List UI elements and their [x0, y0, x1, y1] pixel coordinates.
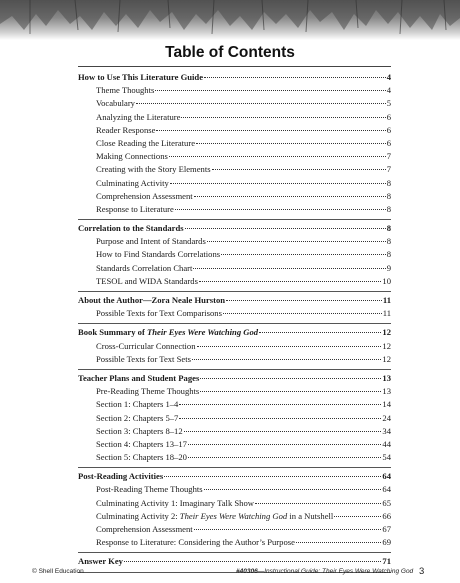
toc-entry[interactable]	[78, 124, 391, 137]
dot-leader	[170, 183, 386, 184]
dot-leader	[194, 529, 382, 530]
dot-leader	[185, 228, 386, 229]
toc-entry-label: Making Connections	[96, 151, 168, 162]
label-text: in a Nutshell	[287, 510, 334, 521]
toc-entry-label: TESOL and WIDA Standards	[96, 275, 198, 286]
dot-leader	[193, 268, 385, 269]
toc-entry[interactable]	[78, 385, 391, 398]
toc-section-heading[interactable]	[78, 470, 391, 483]
toc-page-number: 8	[386, 223, 391, 234]
toc-entry-label: Standards Correlation Chart	[96, 262, 193, 273]
toc-entry[interactable]	[78, 262, 391, 275]
dot-leader	[221, 254, 386, 255]
toc-entry-label	[78, 326, 258, 339]
toc-entry[interactable]	[78, 248, 391, 261]
toc-page-number: 8	[386, 236, 391, 247]
dot-leader	[200, 391, 381, 392]
toc-entry[interactable]	[78, 425, 391, 438]
toc-section-heading[interactable]	[78, 372, 391, 385]
toc-entry[interactable]	[78, 137, 391, 150]
toc-page-number: 11	[382, 295, 391, 305]
page-title: Table of Contents	[165, 44, 295, 61]
toc-page-number: 34	[382, 425, 391, 436]
dot-leader	[192, 359, 381, 360]
dot-leader	[188, 444, 381, 445]
toc-page-number: 64	[382, 484, 391, 495]
dot-leader	[296, 542, 382, 543]
toc-entry-label: How to Find Standards Correlations	[96, 249, 221, 260]
toc-entry-label: Culminating Activity 1: Imaginary Talk Show	[96, 497, 254, 508]
toc-entry-label: Answer Key	[78, 556, 123, 567]
toc-page-number: 54	[382, 452, 391, 463]
label-text: Culminating Activity 2:	[96, 510, 180, 521]
toc-section	[78, 372, 391, 468]
toc-entry-label: Comprehension Assessment	[96, 190, 193, 201]
toc-section-heading[interactable]	[78, 294, 391, 307]
header-banner	[0, 0, 460, 40]
toc-entry[interactable]	[78, 536, 391, 549]
toc-entry-label: Post-Reading Theme Thoughts	[96, 484, 203, 495]
dot-leader	[196, 143, 386, 144]
toc-entry-label: Vocabulary	[96, 98, 135, 109]
toc-section-heading[interactable]	[78, 222, 391, 235]
toc-page-number: 7	[386, 164, 391, 175]
dot-leader	[194, 196, 386, 197]
toc-entry-label: Cross-Curricular Connection	[96, 340, 196, 351]
page-number: 3	[419, 566, 425, 577]
toc-page-number: 4	[386, 72, 391, 82]
toc-entry-label: Section 2: Chapters 5–7	[96, 412, 179, 423]
toc-entry[interactable]	[78, 398, 391, 411]
toc-page-number: 44	[382, 438, 391, 449]
toc-entry[interactable]	[78, 451, 391, 464]
dot-leader	[175, 209, 386, 210]
book-title-italic: Their Eyes Were Watching God	[179, 510, 288, 521]
toc-entry-label: Response to Literature	[96, 203, 174, 214]
toc-entry[interactable]	[78, 190, 391, 203]
table-of-contents	[78, 70, 391, 575]
toc-section-heading[interactable]	[78, 71, 391, 84]
toc-page-number: 66	[382, 510, 391, 521]
toc-entry-label: Creating with the Story Elements	[96, 164, 211, 175]
dot-leader	[204, 489, 382, 490]
toc-page-number: 65	[382, 497, 391, 508]
toc-entry[interactable]	[78, 203, 391, 216]
toc-entry-label: Correlation to the Standards	[78, 223, 184, 234]
toc-page-number: 4	[386, 85, 391, 96]
dot-leader	[199, 281, 381, 282]
toc-entry[interactable]	[78, 275, 391, 288]
toc-entry[interactable]	[78, 412, 391, 425]
toc-entry[interactable]	[78, 340, 391, 353]
dot-leader	[124, 561, 381, 562]
dot-leader	[181, 117, 385, 118]
toc-entry-label: Culminating Activity	[96, 177, 169, 188]
toc-entry-label: Post-Reading Activities	[78, 471, 164, 482]
toc-page-number: 71	[382, 556, 391, 567]
toc-page-number: 8	[386, 203, 391, 214]
toc-section	[78, 294, 391, 324]
title-divider	[78, 66, 391, 67]
toc-entry-label: Reader Response	[96, 124, 156, 135]
toc-page-number: 7	[386, 151, 391, 162]
toc-page-number: 5	[386, 98, 391, 109]
toc-page-number: 11	[382, 308, 391, 319]
toc-page-number: 14	[382, 399, 391, 410]
toc-page-number: 6	[386, 124, 391, 135]
dot-leader	[184, 431, 382, 432]
dot-leader	[207, 241, 386, 242]
dot-leader	[200, 378, 381, 379]
footer-copyright: © Shell Education	[32, 568, 84, 575]
toc-entry[interactable]	[78, 307, 391, 320]
toc-section	[78, 222, 391, 292]
toc-page-number: 6	[386, 111, 391, 122]
dot-leader	[179, 404, 381, 405]
toc-entry-label: Section 3: Chapters 8–12	[96, 425, 183, 436]
toc-page-number: 64	[382, 471, 391, 482]
toc-entry[interactable]	[78, 84, 391, 97]
toc-page-number: 10	[382, 275, 391, 286]
toc-page-number: 67	[382, 524, 391, 534]
toc-page-number: 24	[382, 412, 391, 423]
toc-section-heading[interactable]	[78, 326, 391, 339]
footer-product-reference	[236, 568, 413, 575]
dot-leader	[136, 103, 386, 104]
toc-page-number: 12	[382, 327, 391, 338]
toc-entry-label: Possible Texts for Text Comparisons	[96, 308, 222, 319]
toc-section	[78, 71, 391, 220]
toc-entry[interactable]	[78, 150, 391, 163]
toc-page-number: 8	[386, 249, 391, 260]
toc-page-number: 69	[382, 537, 391, 548]
dot-leader	[334, 516, 381, 517]
tree-silhouette-decoration	[0, 0, 460, 40]
toc-entry-label: Analyzing the Literature	[96, 111, 181, 122]
dot-leader	[223, 313, 382, 314]
dot-leader	[164, 476, 381, 477]
dot-leader	[155, 90, 385, 91]
dot-leader	[204, 77, 386, 78]
dot-leader	[197, 346, 382, 347]
toc-entry-label: About the Author—Zora Neale Hurston	[78, 295, 226, 305]
dot-leader	[226, 300, 382, 301]
toc-entry-label	[96, 510, 333, 523]
toc-entry[interactable]	[78, 483, 391, 496]
footer-product-title: —Instructional Guide: Their Eyes Were Watching God	[257, 568, 414, 575]
toc-entry[interactable]	[78, 353, 391, 366]
toc-entry-label: Pre-Reading Theme Thoughts	[96, 386, 200, 397]
toc-entry[interactable]	[78, 438, 391, 451]
toc-entry-label: Response to Literature: Considering the Author’s Purpose	[96, 537, 295, 548]
toc-entry[interactable]	[78, 177, 391, 190]
toc-entry-label: Section 1: Chapters 1–4	[96, 399, 179, 410]
dot-leader	[212, 169, 386, 170]
label-text: Book Summary of	[78, 327, 147, 338]
page-footer	[0, 566, 460, 578]
toc-entry-label: Theme Thoughts	[96, 85, 155, 96]
toc-entry[interactable]	[78, 235, 391, 248]
toc-section	[78, 470, 391, 553]
toc-page-number: 8	[386, 190, 391, 201]
toc-entry-label: Purpose and Intent of Standards	[96, 236, 206, 247]
dot-leader	[255, 503, 381, 504]
toc-entry[interactable]	[78, 163, 391, 176]
toc-entry[interactable]	[78, 523, 391, 536]
toc-entry-label: Possible Texts for Text Sets	[96, 353, 191, 364]
dot-leader	[188, 457, 381, 458]
dot-leader	[179, 418, 381, 419]
toc-entry[interactable]	[78, 510, 391, 523]
toc-entry-label: How to Use This Literature Guide	[78, 72, 204, 82]
footer-product-number: #40306	[236, 568, 258, 575]
toc-entry-label: Section 4: Chapters 13–17	[96, 438, 187, 449]
toc-page-number: 8	[386, 177, 391, 188]
dot-leader	[169, 156, 386, 157]
dot-leader	[259, 332, 381, 333]
toc-page-number: 12	[382, 340, 391, 351]
toc-entry-label: Close Reading the Literature	[96, 137, 196, 148]
toc-entry-label: Teacher Plans and Student Pages	[78, 372, 200, 383]
toc-page-number: 13	[382, 386, 391, 397]
toc-page-number: 13	[382, 372, 391, 383]
toc-section	[78, 326, 391, 370]
toc-page-number: 12	[382, 353, 391, 364]
toc-page-number: 9	[386, 262, 391, 273]
toc-page-number: 6	[386, 137, 391, 148]
toc-entry-label: Section 5: Chapters 18–20	[96, 452, 187, 463]
toc-entry[interactable]	[78, 497, 391, 510]
dot-leader	[156, 130, 385, 131]
toc-entry[interactable]	[78, 97, 391, 110]
book-title-italic: Their Eyes Were Watching God	[147, 327, 259, 338]
toc-entry-label: Comprehension Assessment	[96, 524, 193, 534]
toc-entry[interactable]	[78, 111, 391, 124]
